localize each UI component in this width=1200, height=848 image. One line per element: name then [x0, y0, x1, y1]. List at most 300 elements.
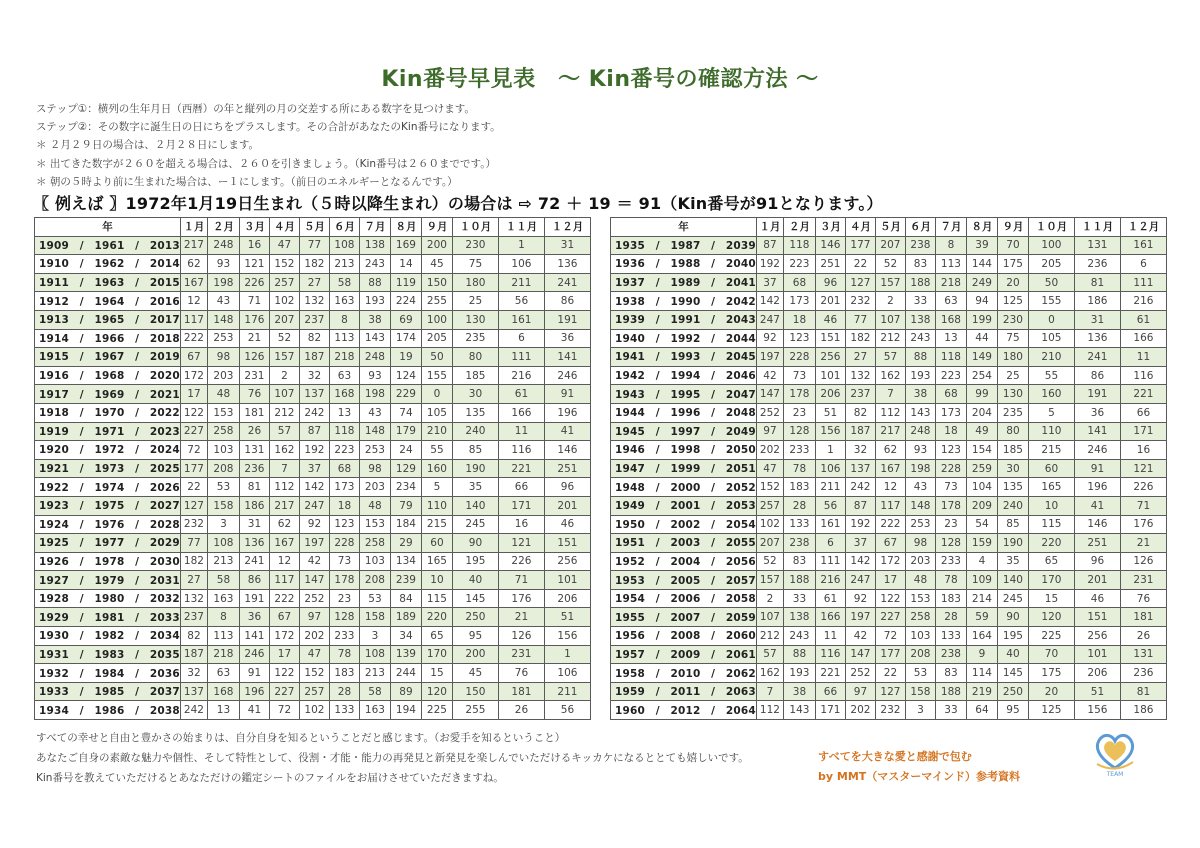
kin-value-cell: 7	[756, 682, 783, 701]
table-row	[611, 292, 1167, 311]
year-cell: 1952 / 2004 / 2056	[611, 552, 757, 571]
kin-value-cell: 12	[875, 478, 905, 497]
kin-value-cell: 226	[498, 552, 544, 571]
kin-value-cell: 23	[935, 515, 966, 534]
kin-value-cell: 48	[359, 496, 390, 515]
kin-value-cell: 18	[783, 310, 815, 329]
kin-value-cell: 29	[390, 534, 421, 553]
table-row	[35, 645, 591, 664]
kin-value-cell: 62	[269, 515, 299, 534]
kin-value-cell: 90	[452, 534, 498, 553]
kin-value-cell: 66	[1120, 403, 1166, 422]
kin-value-cell: 46	[1074, 589, 1120, 608]
kin-value-cell: 106	[498, 255, 544, 274]
kin-value-cell: 233	[329, 627, 359, 646]
kin-value-cell: 227	[875, 608, 905, 627]
kin-value-cell: 150	[452, 682, 498, 701]
kin-value-cell: 52	[756, 552, 783, 571]
kin-value-cell: 258	[207, 422, 239, 441]
kin-value-cell: 103	[359, 552, 390, 571]
kin-value-cell: 223	[783, 255, 815, 274]
kin-value-cell: 143	[783, 701, 815, 720]
kin-value-cell: 247	[845, 571, 875, 590]
kin-value-cell: 205	[1028, 255, 1074, 274]
kin-value-cell: 28	[783, 496, 815, 515]
year-cell: 1911 / 1963 / 2015	[35, 273, 181, 292]
kin-value-cell: 55	[1028, 366, 1074, 385]
kin-value-cell: 43	[905, 478, 935, 497]
kin-value-cell: 129	[390, 459, 421, 478]
kin-value-cell: 151	[1074, 608, 1120, 627]
kin-value-cell: 77	[845, 310, 875, 329]
kin-value-cell: 124	[390, 366, 421, 385]
kin-value-cell: 101	[544, 571, 590, 590]
example-line: 〖 例えば 〗1972年1月19日生まれ（５時以降生まれ）の場合は ⇨ 72 ＋ 19 ＝ 91（Kin番号が91となります。）	[33, 194, 883, 213]
instruction-note-feb29: ＊ ２月２９日の場合は、２月２８日にします。	[36, 139, 259, 152]
kin-value-cell: 40	[997, 645, 1028, 664]
kin-value-cell: 115	[421, 589, 452, 608]
table-row	[35, 236, 591, 255]
kin-value-cell: 176	[1120, 515, 1166, 534]
table-header-row	[611, 218, 1167, 237]
kin-value-cell: 176	[498, 589, 544, 608]
kin-value-cell: 17	[269, 645, 299, 664]
kin-value-cell: 108	[329, 236, 359, 255]
kin-value-cell: 120	[1028, 608, 1074, 627]
kin-value-cell: 102	[269, 292, 299, 311]
kin-value-cell: 132	[845, 366, 875, 385]
kin-value-cell: 3	[905, 701, 935, 720]
year-cell: 1930 / 1982 / 2034	[35, 627, 181, 646]
kin-value-cell: 47	[299, 645, 329, 664]
kin-value-cell: 66	[815, 682, 845, 701]
kin-value-cell: 226	[1120, 478, 1166, 497]
kin-value-cell: 239	[390, 571, 421, 590]
kin-value-cell: 139	[390, 645, 421, 664]
kin-value-cell: 79	[390, 496, 421, 515]
kin-value-cell: 3	[207, 515, 239, 534]
kin-value-cell: 236	[1074, 255, 1120, 274]
kin-value-cell: 57	[875, 348, 905, 367]
year-cell: 1957 / 2009 / 2061	[611, 645, 757, 664]
kin-value-cell: 198	[359, 385, 390, 404]
kin-value-cell: 197	[756, 348, 783, 367]
year-cell: 1942 / 1994 / 2046	[611, 366, 757, 385]
kin-value-cell: 1	[498, 236, 544, 255]
kin-value-cell: 177	[875, 645, 905, 664]
kin-value-cell: 106	[544, 664, 590, 683]
kin-value-cell: 199	[966, 310, 997, 329]
kin-value-cell: 122	[875, 589, 905, 608]
kin-value-cell: 152	[269, 255, 299, 274]
year-cell: 1914 / 1966 / 2018	[35, 329, 181, 348]
kin-value-cell: 170	[1028, 571, 1074, 590]
kin-value-cell: 96	[544, 478, 590, 497]
kin-value-cell: 252	[845, 664, 875, 683]
table-row	[35, 348, 591, 367]
table-row	[611, 403, 1167, 422]
kin-value-cell: 147	[756, 385, 783, 404]
kin-value-cell: 258	[359, 534, 390, 553]
table-row	[35, 441, 591, 460]
table-row	[611, 496, 1167, 515]
kin-value-cell: 24	[390, 441, 421, 460]
kin-value-cell: 166	[498, 403, 544, 422]
kin-value-cell: 41	[544, 422, 590, 441]
kin-value-cell: 15	[421, 664, 452, 683]
kin-value-cell: 148	[905, 496, 935, 515]
kin-value-cell: 167	[875, 459, 905, 478]
kin-value-cell: 33	[935, 701, 966, 720]
table-row	[35, 366, 591, 385]
kin-value-cell: 77	[180, 534, 207, 553]
kin-value-cell: 127	[875, 682, 905, 701]
footer-line-2: あなたご自身の素敵な魅力や個性、そして特性として、役割・才能・能力の再発見と新発見を楽しんでいただけるキッカケになるととても嬉しいです。	[36, 752, 749, 764]
kin-value-cell: 243	[783, 627, 815, 646]
year-cell: 1917 / 1969 / 2021	[35, 385, 181, 404]
kin-value-cell: 218	[207, 645, 239, 664]
brand-tagline: すべてを大きな愛と感謝で包む	[818, 750, 972, 763]
kin-value-cell: 206	[1074, 664, 1120, 683]
kin-value-cell: 216	[815, 571, 845, 590]
kin-value-cell: 14	[390, 255, 421, 274]
kin-value-cell: 140	[997, 571, 1028, 590]
footer-text	[36, 728, 749, 788]
kin-value-cell: 84	[390, 589, 421, 608]
kin-value-cell: 44	[966, 329, 997, 348]
kin-value-cell: 67	[180, 348, 207, 367]
kin-value-cell: 223	[935, 366, 966, 385]
kin-value-cell: 207	[756, 534, 783, 553]
kin-value-cell: 232	[875, 701, 905, 720]
kin-value-cell: 93	[359, 366, 390, 385]
kin-value-cell: 216	[498, 366, 544, 385]
kin-value-cell: 160	[1028, 385, 1074, 404]
kin-value-cell: 219	[966, 682, 997, 701]
kin-value-cell: 83	[935, 664, 966, 683]
header-month: １０月	[1028, 218, 1074, 237]
kin-value-cell: 37	[299, 459, 329, 478]
kin-value-cell: 251	[1074, 534, 1120, 553]
kin-value-cell: 41	[1074, 496, 1120, 515]
kin-value-cell: 121	[1120, 459, 1166, 478]
kin-value-cell: 136	[1074, 329, 1120, 348]
kin-value-cell: 161	[1120, 236, 1166, 255]
kin-value-cell: 96	[815, 273, 845, 292]
kin-value-cell: 237	[180, 608, 207, 627]
kin-value-cell: 166	[1120, 329, 1166, 348]
kin-value-cell: 78	[935, 571, 966, 590]
kin-value-cell: 257	[756, 496, 783, 515]
kin-value-cell: 111	[815, 552, 845, 571]
brand-source: by MMT（マスターマインド）参考資料	[818, 770, 1021, 783]
kin-value-cell: 1	[815, 441, 845, 460]
kin-value-cell: 210	[421, 422, 452, 441]
kin-value-cell: 43	[207, 292, 239, 311]
kin-value-cell: 133	[935, 627, 966, 646]
kin-value-cell: 127	[180, 496, 207, 515]
kin-value-cell: 62	[875, 441, 905, 460]
kin-value-cell: 31	[1074, 310, 1120, 329]
kin-value-cell: 131	[239, 441, 269, 460]
kin-value-cell: 70	[1028, 645, 1074, 664]
kin-value-cell: 212	[269, 403, 299, 422]
kin-value-cell: 68	[329, 459, 359, 478]
table-row	[35, 422, 591, 441]
kin-value-cell: 131	[1120, 645, 1166, 664]
kin-value-cell: 248	[359, 348, 390, 367]
kin-value-cell: 89	[390, 682, 421, 701]
kin-value-cell: 98	[359, 459, 390, 478]
kin-value-cell: 38	[905, 385, 935, 404]
kin-value-cell: 88	[905, 348, 935, 367]
year-cell: 1932 / 1984 / 2036	[35, 664, 181, 683]
kin-value-cell: 154	[966, 441, 997, 460]
kin-value-cell: 137	[299, 385, 329, 404]
year-cell: 1948 / 2000 / 2052	[611, 478, 757, 497]
kin-value-cell: 86	[1074, 366, 1120, 385]
year-cell: 1949 / 2001 / 2053	[611, 496, 757, 515]
kin-value-cell: 104	[966, 478, 997, 497]
kin-value-cell: 167	[180, 273, 207, 292]
kin-value-cell: 256	[815, 348, 845, 367]
kin-value-cell: 98	[207, 348, 239, 367]
kin-value-cell: 120	[421, 682, 452, 701]
table-row	[611, 645, 1167, 664]
kin-value-cell: 206	[815, 385, 845, 404]
kin-value-cell: 92	[756, 329, 783, 348]
kin-value-cell: 171	[815, 701, 845, 720]
kin-value-cell: 97	[299, 608, 329, 627]
kin-value-cell: 76	[1120, 589, 1166, 608]
kin-value-cell: 191	[1074, 385, 1120, 404]
kin-value-cell: 135	[997, 478, 1028, 497]
kin-value-cell: 229	[390, 385, 421, 404]
kin-value-cell: 116	[1120, 366, 1166, 385]
year-cell: 1922 / 1974 / 2026	[35, 478, 181, 497]
kin-value-cell: 58	[329, 273, 359, 292]
kin-value-cell: 245	[997, 589, 1028, 608]
kin-value-cell: 88	[783, 645, 815, 664]
year-cell: 1937 / 1989 / 2041	[611, 273, 757, 292]
kin-value-cell: 240	[452, 422, 498, 441]
kin-value-cell: 181	[498, 682, 544, 701]
kin-value-cell: 49	[966, 422, 997, 441]
kin-value-cell: 17	[875, 571, 905, 590]
kin-value-cell: 19	[390, 348, 421, 367]
kin-value-cell: 221	[815, 664, 845, 683]
kin-value-cell: 32	[299, 366, 329, 385]
kin-value-cell: 253	[359, 441, 390, 460]
kin-value-cell: 169	[390, 236, 421, 255]
kin-value-cell: 132	[299, 292, 329, 311]
kin-value-cell: 15	[1028, 589, 1074, 608]
kin-value-cell: 143	[359, 329, 390, 348]
header-month: ８月	[966, 218, 997, 237]
kin-value-cell: 65	[1028, 552, 1074, 571]
kin-value-cell: 125	[997, 292, 1028, 311]
kin-value-cell: 145	[452, 589, 498, 608]
year-cell: 1926 / 1978 / 2030	[35, 552, 181, 571]
header-month: ９月	[421, 218, 452, 237]
kin-value-cell: 7	[875, 385, 905, 404]
kin-value-cell: 243	[905, 329, 935, 348]
kin-value-cell: 220	[1028, 534, 1074, 553]
kin-value-cell: 171	[1120, 422, 1166, 441]
kin-value-cell: 16	[1120, 441, 1166, 460]
kin-value-cell: 43	[359, 403, 390, 422]
kin-value-cell: 175	[997, 255, 1028, 274]
kin-value-cell: 131	[1074, 236, 1120, 255]
kin-value-cell: 122	[269, 664, 299, 683]
kin-value-cell: 8	[207, 608, 239, 627]
kin-value-cell: 257	[269, 273, 299, 292]
kin-value-cell: 145	[997, 664, 1028, 683]
kin-value-cell: 165	[1028, 478, 1074, 497]
kin-value-cell: 192	[845, 515, 875, 534]
kin-value-cell: 162	[269, 441, 299, 460]
year-cell: 1913 / 1965 / 2017	[35, 310, 181, 329]
kin-value-cell: 26	[1120, 627, 1166, 646]
kin-value-cell: 201	[1074, 571, 1120, 590]
year-cell: 1945 / 1997 / 2049	[611, 422, 757, 441]
kin-value-cell: 148	[359, 422, 390, 441]
kin-value-cell: 53	[207, 478, 239, 497]
kin-value-cell: 221	[498, 459, 544, 478]
kin-value-cell: 60	[421, 534, 452, 553]
kin-value-cell: 25	[997, 366, 1028, 385]
kin-value-cell: 107	[269, 385, 299, 404]
kin-value-cell: 112	[269, 478, 299, 497]
kin-value-cell: 61	[815, 589, 845, 608]
kin-value-cell: 217	[180, 236, 207, 255]
kin-value-cell: 133	[329, 701, 359, 720]
kin-value-cell: 171	[498, 496, 544, 515]
kin-value-cell: 247	[299, 496, 329, 515]
year-cell: 1929 / 1981 / 2033	[35, 608, 181, 627]
kin-value-cell: 195	[452, 552, 498, 571]
header-year: 年	[611, 218, 757, 237]
kin-value-cell: 170	[421, 645, 452, 664]
kin-value-cell: 36	[544, 329, 590, 348]
kin-value-cell: 2	[756, 589, 783, 608]
kin-value-cell: 244	[390, 664, 421, 683]
kin-value-cell: 31	[544, 236, 590, 255]
kin-value-cell: 142	[756, 292, 783, 311]
kin-value-cell: 178	[783, 385, 815, 404]
kin-value-cell: 18	[935, 422, 966, 441]
kin-value-cell: 92	[299, 515, 329, 534]
kin-value-cell: 159	[966, 534, 997, 553]
kin-value-cell: 222	[875, 515, 905, 534]
kin-value-cell: 250	[452, 608, 498, 627]
kin-value-cell: 252	[756, 403, 783, 422]
kin-value-cell: 121	[498, 534, 544, 553]
kin-value-cell: 151	[815, 329, 845, 348]
table-row	[35, 627, 591, 646]
kin-value-cell: 106	[815, 459, 845, 478]
kin-value-cell: 102	[756, 515, 783, 534]
table-row	[35, 255, 591, 274]
kin-value-cell: 185	[452, 366, 498, 385]
kin-value-cell: 172	[875, 552, 905, 571]
kin-value-cell: 50	[421, 348, 452, 367]
table-row	[35, 682, 591, 701]
kin-value-cell: 242	[845, 478, 875, 497]
year-cell: 1951 / 2003 / 2055	[611, 534, 757, 553]
kin-value-cell: 80	[997, 422, 1028, 441]
kin-value-cell: 74	[390, 403, 421, 422]
kin-value-cell: 136	[544, 255, 590, 274]
table-row	[611, 273, 1167, 292]
year-cell: 1936 / 1988 / 2040	[611, 255, 757, 274]
kin-value-cell: 147	[299, 571, 329, 590]
kin-value-cell: 158	[905, 682, 935, 701]
kin-value-cell: 118	[783, 236, 815, 255]
kin-value-cell: 37	[845, 534, 875, 553]
footer-line-3: Kin番号を教えていただけるとあなただけの鑑定シートのファイルをお届けさせていただきますね。	[36, 772, 504, 784]
kin-value-cell: 188	[935, 682, 966, 701]
kin-value-cell: 141	[544, 348, 590, 367]
kin-value-cell: 240	[997, 496, 1028, 515]
table-row	[35, 552, 591, 571]
kin-value-cell: 72	[269, 701, 299, 720]
kin-value-cell: 42	[845, 627, 875, 646]
kin-value-cell: 148	[207, 310, 239, 329]
kin-value-cell: 33	[783, 589, 815, 608]
kin-value-cell: 47	[269, 236, 299, 255]
kin-value-cell: 53	[359, 589, 390, 608]
kin-value-cell: 147	[845, 645, 875, 664]
kin-value-cell: 10	[1028, 496, 1074, 515]
kin-value-cell: 82	[845, 403, 875, 422]
kin-value-cell: 232	[180, 515, 207, 534]
kin-value-cell: 187	[180, 645, 207, 664]
kin-value-cell: 208	[207, 459, 239, 478]
kin-value-cell: 188	[783, 571, 815, 590]
kin-value-cell: 200	[421, 236, 452, 255]
kin-value-cell: 182	[180, 552, 207, 571]
kin-value-cell: 83	[783, 552, 815, 571]
kin-value-cell: 257	[299, 682, 329, 701]
kin-value-cell: 103	[207, 441, 239, 460]
kin-value-cell: 200	[452, 645, 498, 664]
kin-value-cell: 231	[239, 366, 269, 385]
kin-value-cell: 63	[329, 366, 359, 385]
table-row	[611, 255, 1167, 274]
table-row	[35, 571, 591, 590]
kin-value-cell: 46	[815, 310, 845, 329]
kin-value-cell: 228	[783, 348, 815, 367]
kin-value-cell: 113	[207, 627, 239, 646]
kin-value-cell: 209	[966, 496, 997, 515]
table-row	[35, 292, 591, 311]
kin-value-cell: 196	[544, 403, 590, 422]
table-row	[611, 701, 1167, 720]
kin-value-cell: 63	[207, 664, 239, 683]
kin-value-cell: 27	[299, 273, 329, 292]
kin-value-cell: 136	[239, 534, 269, 553]
header-month: １２月	[544, 218, 590, 237]
kin-value-cell: 101	[1074, 645, 1120, 664]
year-cell: 1928 / 1980 / 2032	[35, 589, 181, 608]
header-month: １月	[180, 218, 207, 237]
kin-value-cell: 13	[935, 329, 966, 348]
kin-value-cell: 26	[239, 422, 269, 441]
kin-value-cell: 190	[452, 459, 498, 478]
kin-value-cell: 246	[239, 645, 269, 664]
kin-value-cell: 156	[544, 627, 590, 646]
